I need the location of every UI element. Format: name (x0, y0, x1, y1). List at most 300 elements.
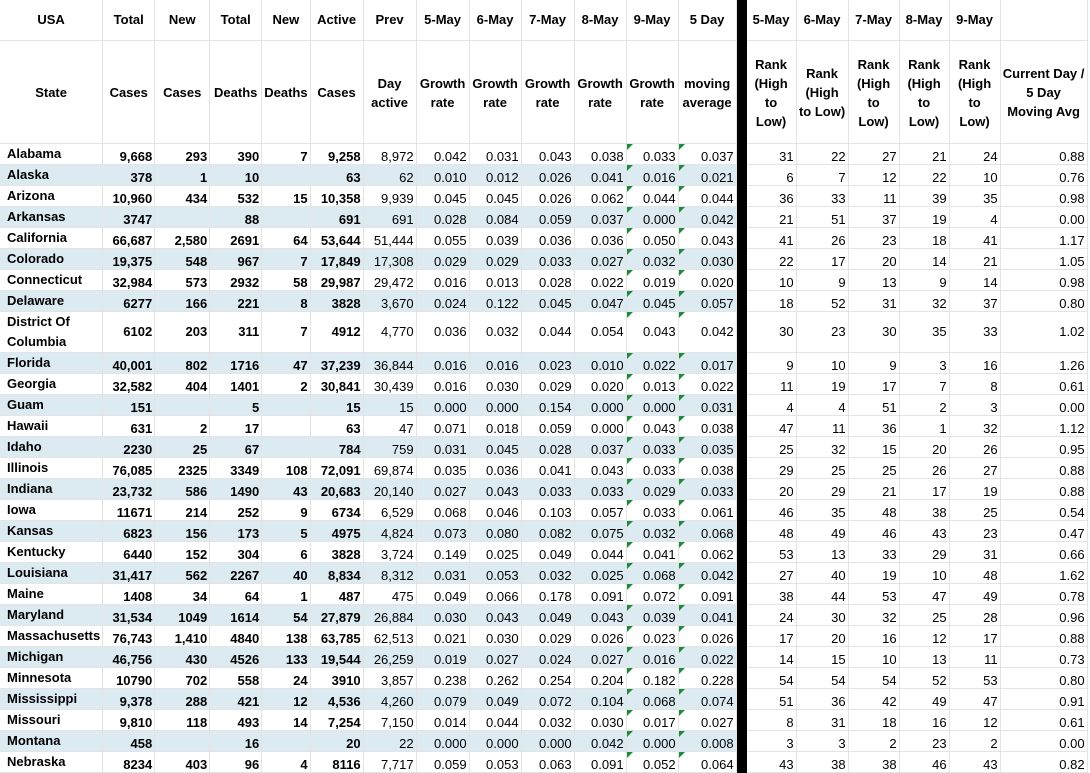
cell-rank-6-may[interactable]: 22 (796, 144, 848, 165)
cell-growth-9-may[interactable]: 0.033 (626, 458, 678, 479)
cell-separator[interactable] (736, 437, 746, 458)
cell-moving-average[interactable]: 0.041 (678, 605, 736, 626)
header-total-deaths[interactable]: Deaths (210, 41, 262, 144)
cell-new-cases[interactable]: 166 (155, 291, 210, 312)
cell-total-deaths[interactable]: 1401 (210, 374, 262, 395)
cell-growth-6-may[interactable]: 0.043 (469, 605, 521, 626)
cell-rank-8-may[interactable]: 23 (899, 731, 949, 752)
cell-growth-6-may[interactable]: 0.045 (469, 437, 521, 458)
cell-total-deaths[interactable]: 493 (210, 710, 262, 731)
cell-growth-9-may[interactable]: 0.019 (626, 270, 678, 291)
cell-rank-6-may[interactable]: 33 (796, 186, 848, 207)
cell-rank-6-may[interactable]: 40 (796, 563, 848, 584)
cell-state[interactable]: Nebraska (0, 752, 103, 773)
cell-growth-6-may[interactable]: 0.018 (469, 416, 521, 437)
cell-growth-6-may[interactable]: 0.012 (469, 165, 521, 186)
cell-state[interactable]: Indiana (0, 479, 103, 500)
cell-rank-6-may[interactable]: 30 (796, 605, 848, 626)
cell-new-deaths[interactable]: 7 (262, 249, 310, 270)
cell-rank-7-may[interactable]: 42 (848, 689, 899, 710)
cell-current-vs-avg[interactable]: 0.73 (1000, 647, 1087, 668)
cell-total-cases[interactable]: 458 (103, 731, 155, 752)
cell-prev-day-active[interactable]: 26,884 (363, 605, 416, 626)
cell-rank-9-may[interactable]: 16 (949, 353, 1000, 374)
cell-total-deaths[interactable]: 1716 (210, 353, 262, 374)
cell-growth-8-may[interactable]: 0.054 (574, 312, 626, 353)
cell-moving-average[interactable]: 0.091 (678, 584, 736, 605)
cell-rank-7-may[interactable]: 30 (848, 312, 899, 353)
cell-growth-9-may[interactable]: 0.000 (626, 731, 678, 752)
cell-growth-8-may[interactable]: 0.027 (574, 249, 626, 270)
cell-rank-9-may[interactable]: 11 (949, 647, 1000, 668)
cell-moving-average[interactable]: 0.042 (678, 312, 736, 353)
cell-growth-7-may[interactable]: 0.044 (521, 312, 574, 353)
cell-moving-average[interactable]: 0.020 (678, 270, 736, 291)
cell-moving-average[interactable]: 0.074 (678, 689, 736, 710)
cell-state[interactable]: Michigan (0, 647, 103, 668)
cell-growth-9-may[interactable]: 0.017 (626, 710, 678, 731)
cell-total-cases[interactable]: 151 (103, 395, 155, 416)
cell-rank-7-may[interactable]: 33 (848, 542, 899, 563)
cell-rank-8-may[interactable]: 16 (899, 710, 949, 731)
cell-rank-6-may[interactable]: 38 (796, 752, 848, 773)
cell-total-deaths[interactable]: 173 (210, 521, 262, 542)
cell-growth-5-may[interactable]: 0.027 (416, 479, 469, 500)
cell-current-vs-avg[interactable]: 1.05 (1000, 249, 1087, 270)
cell-rank-9-may[interactable]: 4 (949, 207, 1000, 228)
header-moving-average[interactable]: 5 Day (678, 0, 736, 41)
cell-new-deaths[interactable]: 40 (262, 563, 310, 584)
cell-state[interactable]: Delaware (0, 291, 103, 312)
cell-rank-9-may[interactable]: 53 (949, 668, 1000, 689)
cell-moving-average[interactable]: 0.031 (678, 395, 736, 416)
cell-growth-8-may[interactable]: 0.062 (574, 186, 626, 207)
cell-rank-6-may[interactable]: 29 (796, 479, 848, 500)
cell-new-deaths[interactable]: 14 (262, 710, 310, 731)
cell-prev-day-active[interactable]: 475 (363, 584, 416, 605)
cell-growth-7-may[interactable]: 0.026 (521, 186, 574, 207)
cell-rank-6-may[interactable]: 13 (796, 542, 848, 563)
cell-growth-5-may[interactable]: 0.019 (416, 647, 469, 668)
cell-new-deaths[interactable]: 4 (262, 752, 310, 773)
cell-growth-8-may[interactable]: 0.000 (574, 416, 626, 437)
cell-active-cases[interactable]: 30,841 (310, 374, 363, 395)
cell-growth-6-may[interactable]: 0.025 (469, 542, 521, 563)
cell-moving-average[interactable]: 0.062 (678, 542, 736, 563)
cell-current-vs-avg[interactable]: 0.61 (1000, 374, 1087, 395)
header-growth-6-may[interactable]: Growth rate (469, 41, 521, 144)
cell-total-deaths[interactable]: 3349 (210, 458, 262, 479)
cell-rank-9-may[interactable]: 32 (949, 416, 1000, 437)
cell-new-cases[interactable]: 25 (155, 437, 210, 458)
cell-rank-8-may[interactable]: 25 (899, 605, 949, 626)
cell-total-cases[interactable]: 66,687 (103, 228, 155, 249)
cell-growth-7-may[interactable]: 0.063 (521, 752, 574, 773)
cell-prev-day-active[interactable]: 62 (363, 165, 416, 186)
header-growth-7-may[interactable]: 7-May (521, 0, 574, 41)
cell-growth-6-may[interactable]: 0.016 (469, 353, 521, 374)
cell-prev-day-active[interactable]: 9,939 (363, 186, 416, 207)
cell-rank-5-may[interactable]: 21 (746, 207, 796, 228)
cell-new-cases[interactable]: 1049 (155, 605, 210, 626)
cell-prev-day-active[interactable]: 3,724 (363, 542, 416, 563)
cell-total-cases[interactable]: 631 (103, 416, 155, 437)
cell-rank-5-may[interactable]: 6 (746, 165, 796, 186)
cell-active-cases[interactable]: 3910 (310, 668, 363, 689)
cell-separator[interactable] (736, 479, 746, 500)
cell-new-cases[interactable]: 1,410 (155, 626, 210, 647)
cell-total-cases[interactable]: 11671 (103, 500, 155, 521)
cell-moving-average[interactable]: 0.057 (678, 291, 736, 312)
cell-growth-7-may[interactable]: 0.000 (521, 731, 574, 752)
cell-state[interactable]: Massachusetts (0, 626, 103, 647)
cell-growth-8-may[interactable]: 0.204 (574, 668, 626, 689)
cell-rank-8-may[interactable]: 13 (899, 647, 949, 668)
cell-state[interactable]: Georgia (0, 374, 103, 395)
cell-growth-8-may[interactable]: 0.030 (574, 710, 626, 731)
cell-moving-average[interactable]: 0.042 (678, 563, 736, 584)
cell-rank-5-may[interactable]: 8 (746, 710, 796, 731)
header-rank-9-may[interactable]: 9-May (949, 0, 1000, 41)
cell-rank-5-may[interactable]: 46 (746, 500, 796, 521)
cell-total-cases[interactable]: 6823 (103, 521, 155, 542)
cell-total-cases[interactable]: 46,756 (103, 647, 155, 668)
cell-rank-9-may[interactable]: 37 (949, 291, 1000, 312)
cell-rank-9-may[interactable]: 14 (949, 270, 1000, 291)
cell-total-cases[interactable]: 9,668 (103, 144, 155, 165)
cell-new-cases[interactable]: 2325 (155, 458, 210, 479)
cell-growth-5-may[interactable]: 0.024 (416, 291, 469, 312)
header-rank-6-may[interactable]: Rank (High to Low) (796, 41, 848, 144)
cell-growth-6-may[interactable]: 0.036 (469, 458, 521, 479)
cell-rank-5-may[interactable]: 10 (746, 270, 796, 291)
cell-current-vs-avg[interactable]: 0.47 (1000, 521, 1087, 542)
cell-growth-7-may[interactable]: 0.029 (521, 374, 574, 395)
cell-new-deaths[interactable]: 138 (262, 626, 310, 647)
cell-growth-8-may[interactable]: 0.091 (574, 752, 626, 773)
cell-rank-8-may[interactable]: 52 (899, 668, 949, 689)
cell-growth-7-may[interactable]: 0.026 (521, 165, 574, 186)
cell-growth-5-may[interactable]: 0.028 (416, 207, 469, 228)
cell-rank-8-may[interactable]: 9 (899, 270, 949, 291)
cell-rank-5-may[interactable]: 3 (746, 731, 796, 752)
cell-current-vs-avg[interactable]: 0.76 (1000, 165, 1087, 186)
cell-rank-5-may[interactable]: 18 (746, 291, 796, 312)
cell-total-deaths[interactable]: 390 (210, 144, 262, 165)
cell-growth-7-may[interactable]: 0.082 (521, 521, 574, 542)
cell-separator[interactable] (736, 731, 746, 752)
cell-separator[interactable] (736, 353, 746, 374)
header-current-vs-avg[interactable] (1000, 0, 1087, 41)
cell-growth-6-may[interactable]: 0.013 (469, 270, 521, 291)
cell-current-vs-avg[interactable]: 0.88 (1000, 626, 1087, 647)
cell-prev-day-active[interactable]: 29,472 (363, 270, 416, 291)
cell-total-deaths[interactable]: 967 (210, 249, 262, 270)
cell-growth-7-may[interactable]: 0.032 (521, 563, 574, 584)
cell-total-deaths[interactable]: 1490 (210, 479, 262, 500)
cell-state[interactable]: Idaho (0, 437, 103, 458)
cell-growth-5-may[interactable]: 0.010 (416, 165, 469, 186)
cell-total-deaths[interactable]: 96 (210, 752, 262, 773)
cell-moving-average[interactable]: 0.035 (678, 437, 736, 458)
cell-moving-average[interactable]: 0.038 (678, 458, 736, 479)
cell-active-cases[interactable]: 20 (310, 731, 363, 752)
cell-new-cases[interactable]: 548 (155, 249, 210, 270)
cell-separator[interactable] (736, 752, 746, 773)
header-new-deaths[interactable]: Deaths (262, 41, 310, 144)
cell-growth-5-may[interactable]: 0.000 (416, 395, 469, 416)
cell-moving-average[interactable]: 0.008 (678, 731, 736, 752)
cell-new-cases[interactable]: 702 (155, 668, 210, 689)
cell-rank-5-may[interactable]: 9 (746, 353, 796, 374)
cell-prev-day-active[interactable]: 51,444 (363, 228, 416, 249)
cell-growth-7-may[interactable]: 0.041 (521, 458, 574, 479)
cell-moving-average[interactable]: 0.042 (678, 207, 736, 228)
cell-moving-average[interactable]: 0.038 (678, 416, 736, 437)
cell-growth-7-may[interactable]: 0.045 (521, 291, 574, 312)
header-total-cases[interactable]: Total (103, 0, 155, 41)
cell-current-vs-avg[interactable]: 0.00 (1000, 395, 1087, 416)
header-growth-6-may[interactable]: 6-May (469, 0, 521, 41)
cell-total-deaths[interactable]: 4840 (210, 626, 262, 647)
cell-prev-day-active[interactable]: 20,140 (363, 479, 416, 500)
cell-moving-average[interactable]: 0.228 (678, 668, 736, 689)
cell-growth-6-may[interactable]: 0.045 (469, 186, 521, 207)
cell-prev-day-active[interactable]: 8,972 (363, 144, 416, 165)
cell-new-deaths[interactable]: 58 (262, 270, 310, 291)
cell-rank-8-may[interactable]: 46 (899, 752, 949, 773)
cell-new-cases[interactable]: 403 (155, 752, 210, 773)
cell-growth-5-may[interactable]: 0.049 (416, 584, 469, 605)
cell-rank-7-may[interactable]: 38 (848, 752, 899, 773)
cell-rank-8-may[interactable]: 32 (899, 291, 949, 312)
cell-rank-5-may[interactable]: 36 (746, 186, 796, 207)
cell-new-deaths[interactable] (262, 416, 310, 437)
cell-current-vs-avg[interactable]: 0.96 (1000, 605, 1087, 626)
cell-moving-average[interactable]: 0.044 (678, 186, 736, 207)
cell-separator[interactable] (736, 374, 746, 395)
cell-active-cases[interactable]: 4912 (310, 312, 363, 353)
cell-growth-5-may[interactable]: 0.079 (416, 689, 469, 710)
cell-rank-7-may[interactable]: 20 (848, 249, 899, 270)
cell-total-deaths[interactable]: 558 (210, 668, 262, 689)
cell-rank-7-may[interactable]: 2 (848, 731, 899, 752)
cell-new-deaths[interactable]: 15 (262, 186, 310, 207)
cell-rank-8-may[interactable]: 26 (899, 458, 949, 479)
header-rank-7-may[interactable]: Rank (High to Low) (848, 41, 899, 144)
header-new-deaths[interactable]: New (262, 0, 310, 41)
cell-active-cases[interactable]: 3828 (310, 291, 363, 312)
cell-growth-9-may[interactable]: 0.041 (626, 542, 678, 563)
cell-new-deaths[interactable]: 54 (262, 605, 310, 626)
cell-rank-8-may[interactable]: 35 (899, 312, 949, 353)
cell-growth-5-may[interactable]: 0.016 (416, 353, 469, 374)
cell-prev-day-active[interactable]: 4,824 (363, 521, 416, 542)
cell-moving-average[interactable]: 0.043 (678, 228, 736, 249)
cell-growth-6-may[interactable]: 0.029 (469, 249, 521, 270)
cell-growth-7-may[interactable]: 0.254 (521, 668, 574, 689)
cell-growth-5-may[interactable]: 0.031 (416, 437, 469, 458)
cell-total-cases[interactable]: 10,960 (103, 186, 155, 207)
cell-state[interactable]: Maine (0, 584, 103, 605)
cell-growth-5-may[interactable]: 0.036 (416, 312, 469, 353)
cell-growth-7-may[interactable]: 0.059 (521, 416, 574, 437)
cell-total-deaths[interactable]: 10 (210, 165, 262, 186)
cell-prev-day-active[interactable]: 691 (363, 207, 416, 228)
cell-active-cases[interactable]: 15 (310, 395, 363, 416)
cell-moving-average[interactable]: 0.037 (678, 144, 736, 165)
cell-new-deaths[interactable]: 8 (262, 291, 310, 312)
cell-rank-9-may[interactable]: 33 (949, 312, 1000, 353)
cell-current-vs-avg[interactable]: 0.98 (1000, 270, 1087, 291)
cell-new-cases[interactable]: 434 (155, 186, 210, 207)
cell-total-cases[interactable]: 378 (103, 165, 155, 186)
cell-rank-9-may[interactable]: 27 (949, 458, 1000, 479)
cell-state[interactable]: Arizona (0, 186, 103, 207)
cell-rank-9-may[interactable]: 10 (949, 165, 1000, 186)
cell-prev-day-active[interactable]: 3,670 (363, 291, 416, 312)
cell-rank-9-may[interactable]: 31 (949, 542, 1000, 563)
cell-current-vs-avg[interactable]: 0.80 (1000, 291, 1087, 312)
cell-rank-9-may[interactable]: 43 (949, 752, 1000, 773)
cell-state[interactable]: Minnesota (0, 668, 103, 689)
cell-new-deaths[interactable] (262, 165, 310, 186)
cell-rank-9-may[interactable]: 47 (949, 689, 1000, 710)
cell-rank-9-may[interactable]: 8 (949, 374, 1000, 395)
cell-growth-8-may[interactable]: 0.041 (574, 165, 626, 186)
cell-active-cases[interactable]: 63 (310, 165, 363, 186)
cell-state[interactable]: Mississippi (0, 689, 103, 710)
cell-rank-8-may[interactable]: 2 (899, 395, 949, 416)
cell-total-deaths[interactable]: 311 (210, 312, 262, 353)
cell-total-cases[interactable]: 23,732 (103, 479, 155, 500)
cell-rank-6-may[interactable]: 17 (796, 249, 848, 270)
cell-rank-7-may[interactable]: 48 (848, 500, 899, 521)
cell-growth-6-may[interactable]: 0.044 (469, 710, 521, 731)
cell-growth-8-may[interactable]: 0.042 (574, 731, 626, 752)
cell-state[interactable]: Florida (0, 353, 103, 374)
cell-total-deaths[interactable]: 1614 (210, 605, 262, 626)
cell-rank-5-may[interactable]: 31 (746, 144, 796, 165)
cell-rank-5-may[interactable]: 51 (746, 689, 796, 710)
cell-growth-8-may[interactable]: 0.043 (574, 458, 626, 479)
cell-rank-8-may[interactable]: 39 (899, 186, 949, 207)
cell-active-cases[interactable]: 8116 (310, 752, 363, 773)
cell-rank-9-may[interactable]: 28 (949, 605, 1000, 626)
header-growth-9-may[interactable]: 9-May (626, 0, 678, 41)
cell-new-cases[interactable]: 203 (155, 312, 210, 353)
cell-rank-9-may[interactable]: 41 (949, 228, 1000, 249)
cell-growth-8-may[interactable]: 0.020 (574, 374, 626, 395)
cell-total-deaths[interactable]: 4526 (210, 647, 262, 668)
cell-total-cases[interactable]: 31,534 (103, 605, 155, 626)
cell-growth-8-may[interactable]: 0.044 (574, 542, 626, 563)
cell-rank-8-may[interactable]: 18 (899, 228, 949, 249)
cell-state[interactable]: Iowa (0, 500, 103, 521)
cell-growth-5-may[interactable]: 0.030 (416, 605, 469, 626)
cell-rank-9-may[interactable]: 23 (949, 521, 1000, 542)
cell-active-cases[interactable]: 10,358 (310, 186, 363, 207)
cell-moving-average[interactable]: 0.064 (678, 752, 736, 773)
cell-rank-5-may[interactable]: 22 (746, 249, 796, 270)
cell-growth-8-may[interactable]: 0.091 (574, 584, 626, 605)
cell-total-cases[interactable]: 19,375 (103, 249, 155, 270)
cell-growth-9-may[interactable]: 0.050 (626, 228, 678, 249)
cell-growth-8-may[interactable]: 0.104 (574, 689, 626, 710)
cell-total-cases[interactable]: 76,085 (103, 458, 155, 479)
cell-total-deaths[interactable]: 221 (210, 291, 262, 312)
cell-current-vs-avg[interactable]: 0.88 (1000, 144, 1087, 165)
cell-rank-6-may[interactable]: 35 (796, 500, 848, 521)
cell-growth-9-may[interactable]: 0.033 (626, 437, 678, 458)
cell-rank-5-may[interactable]: 43 (746, 752, 796, 773)
cell-rank-7-may[interactable]: 9 (848, 353, 899, 374)
cell-new-deaths[interactable]: 6 (262, 542, 310, 563)
cell-state[interactable]: California (0, 228, 103, 249)
cell-rank-6-may[interactable]: 4 (796, 395, 848, 416)
cell-active-cases[interactable]: 3828 (310, 542, 363, 563)
cell-separator[interactable] (736, 312, 746, 353)
cell-growth-9-may[interactable]: 0.000 (626, 207, 678, 228)
cell-prev-day-active[interactable]: 30,439 (363, 374, 416, 395)
cell-rank-6-may[interactable]: 7 (796, 165, 848, 186)
cell-growth-7-may[interactable]: 0.072 (521, 689, 574, 710)
cell-moving-average[interactable]: 0.021 (678, 165, 736, 186)
cell-rank-5-may[interactable]: 4 (746, 395, 796, 416)
cell-new-cases[interactable]: 214 (155, 500, 210, 521)
cell-new-cases[interactable]: 288 (155, 689, 210, 710)
cell-rank-5-may[interactable]: 38 (746, 584, 796, 605)
cell-growth-5-may[interactable]: 0.071 (416, 416, 469, 437)
cell-rank-5-may[interactable]: 27 (746, 563, 796, 584)
cell-active-cases[interactable]: 63 (310, 416, 363, 437)
cell-separator[interactable] (736, 186, 746, 207)
cell-new-cases[interactable]: 586 (155, 479, 210, 500)
cell-current-vs-avg[interactable]: 1.12 (1000, 416, 1087, 437)
cell-growth-9-may[interactable]: 0.022 (626, 353, 678, 374)
cell-growth-5-may[interactable]: 0.073 (416, 521, 469, 542)
cell-new-deaths[interactable]: 24 (262, 668, 310, 689)
cell-growth-6-may[interactable]: 0.032 (469, 312, 521, 353)
cell-growth-7-may[interactable]: 0.023 (521, 353, 574, 374)
header-growth-7-may[interactable]: Growth rate (521, 41, 574, 144)
cell-current-vs-avg[interactable]: 1.62 (1000, 563, 1087, 584)
cell-growth-9-may[interactable]: 0.016 (626, 165, 678, 186)
cell-new-deaths[interactable]: 43 (262, 479, 310, 500)
cell-separator[interactable] (736, 647, 746, 668)
cell-rank-5-may[interactable]: 20 (746, 479, 796, 500)
cell-growth-6-may[interactable]: 0.084 (469, 207, 521, 228)
cell-total-deaths[interactable]: 16 (210, 731, 262, 752)
cell-moving-average[interactable]: 0.026 (678, 626, 736, 647)
header-prev-day-active[interactable]: Day active (363, 41, 416, 144)
cell-state[interactable]: Illinois (0, 458, 103, 479)
cell-rank-7-may[interactable]: 31 (848, 291, 899, 312)
cell-growth-6-may[interactable]: 0.262 (469, 668, 521, 689)
cell-moving-average[interactable]: 0.017 (678, 353, 736, 374)
cell-separator[interactable] (736, 458, 746, 479)
cell-new-cases[interactable]: 802 (155, 353, 210, 374)
cell-moving-average[interactable]: 0.027 (678, 710, 736, 731)
cell-growth-6-may[interactable]: 0.046 (469, 500, 521, 521)
cell-growth-5-may[interactable]: 0.016 (416, 270, 469, 291)
cell-active-cases[interactable]: 8,834 (310, 563, 363, 584)
cell-rank-8-may[interactable]: 38 (899, 500, 949, 521)
cell-active-cases[interactable]: 9,258 (310, 144, 363, 165)
header-rank-6-may[interactable]: 6-May (796, 0, 848, 41)
cell-rank-7-may[interactable]: 37 (848, 207, 899, 228)
cell-growth-9-may[interactable]: 0.032 (626, 521, 678, 542)
